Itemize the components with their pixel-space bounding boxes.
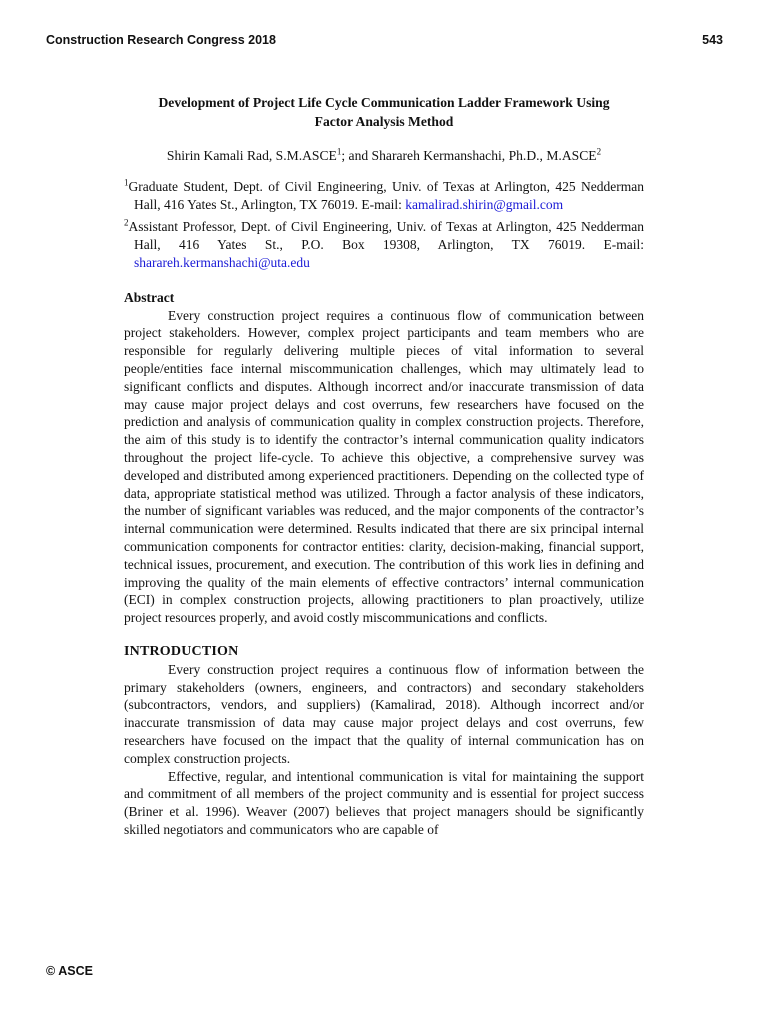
author-2-email-link[interactable]: sharareh.kermanshachi@uta.edu xyxy=(134,254,310,270)
abstract-text: Every construction project requires a continuous flow of communication between project stakeholders. However, complex project participants and team members who are responsible for regularly delivering multiple pieces of vital information to several people/entities face internal miscommunication challenges, which may ultimately lead to significant conflicts and disputes. Although incorrect and/or inaccurate transmission of data may cause major project delays and cost overruns, few researchers have focused on the prediction and analysis of communication quality in complex construction projects. Therefore, the aim of this study is to identify the contractor’s internal communication quality indicators throughout the project life-cycle. To achieve this objective, a comprehensive survey was developed and distributed among experienced practitioners. Depending on the collected type of data, appropriate statistical method was utilized. Through a factor analysis of these indicators, the number of significant variables was reduced, and the major components of the contractor’s internal communication were determined. Results indicated that there are six principal internal communication components for contractor entities: clarity, decision-making, financial support, technical issues, procurement, and execution. The contribution of this work lies in defining and improving the quality of the main elements of effective contractors’ internal communication (ECI) in complex construction projects, allowing practitioners to plan proactively, utilize project resources properly, and avoid costly miscommunications and conflicts. xyxy=(124,307,644,626)
introduction-paragraph-2: Effective, regular, and intentional communication is vital for maintaining the support and commitment of all members of the project community and is essential for project success (Briner et al. 1996). Weaver (2007) believes that project managers should be significantly skilled negotiators and communicators who are capable of xyxy=(124,768,644,837)
author-1: Shirin Kamali Rad, S.M.ASCE xyxy=(166,148,337,163)
page-number: 543 xyxy=(702,33,723,47)
affiliation-2 xyxy=(124,218,644,271)
introduction-paragraph-1: Every construction project requires a continuous flow of information between the primary stakeholders (owners, engineers, and contractors) and secondary stakeholders (subcontractors, vendors, and suppliers) (Kamalirad, 2018). Although incorrect and/or inaccurate transmission of data may cause major project delays and cost overruns, few researchers have focused on the impact that the quality of internal communication has on complex construction projects. xyxy=(124,661,644,766)
copyright-footer: © ASCE xyxy=(46,964,93,978)
author-1-email-link[interactable]: kamalirad.shirin@gmail.com xyxy=(405,196,564,212)
author-list xyxy=(124,147,644,165)
affiliation-1-text: Graduate Student, Dept. of Civil Engineering, Univ. of Texas at Arlington, 425 Nedderman Hall, 416 Yates St., Arlington, TX 76019. E-mail: xyxy=(128,178,644,212)
paper-body xyxy=(124,93,644,839)
affiliation-1-mark: 1 xyxy=(124,177,129,188)
paper-title xyxy=(124,93,644,131)
introduction-heading: INTRODUCTION xyxy=(124,643,239,659)
affiliation-1 xyxy=(124,178,644,214)
conference-name: Construction Research Congress 2018 xyxy=(46,33,276,47)
running-header xyxy=(46,33,723,47)
title-line-2: Factor Analysis Method xyxy=(314,114,454,129)
author-2-affil-mark: 2 xyxy=(596,146,602,157)
title-line-1: Development of Project Life Cycle Communication Ladder Framework Using xyxy=(158,95,610,110)
affiliation-2-text: Assistant Professor, Dept. of Civil Engineering, Univ. of Texas at Arlington, 425 Nedderman Hall, 416 Yates St., P.O. Box 19308, Arlington, TX 76019. E-mail: xyxy=(128,219,644,253)
author-2: ; and Sharareh Kermanshachi, Ph.D., M.ASCE xyxy=(341,148,597,163)
abstract-heading: Abstract xyxy=(124,289,175,305)
affiliation-2-mark: 2 xyxy=(124,217,129,228)
author-1-affil-mark: 1 xyxy=(336,146,342,157)
